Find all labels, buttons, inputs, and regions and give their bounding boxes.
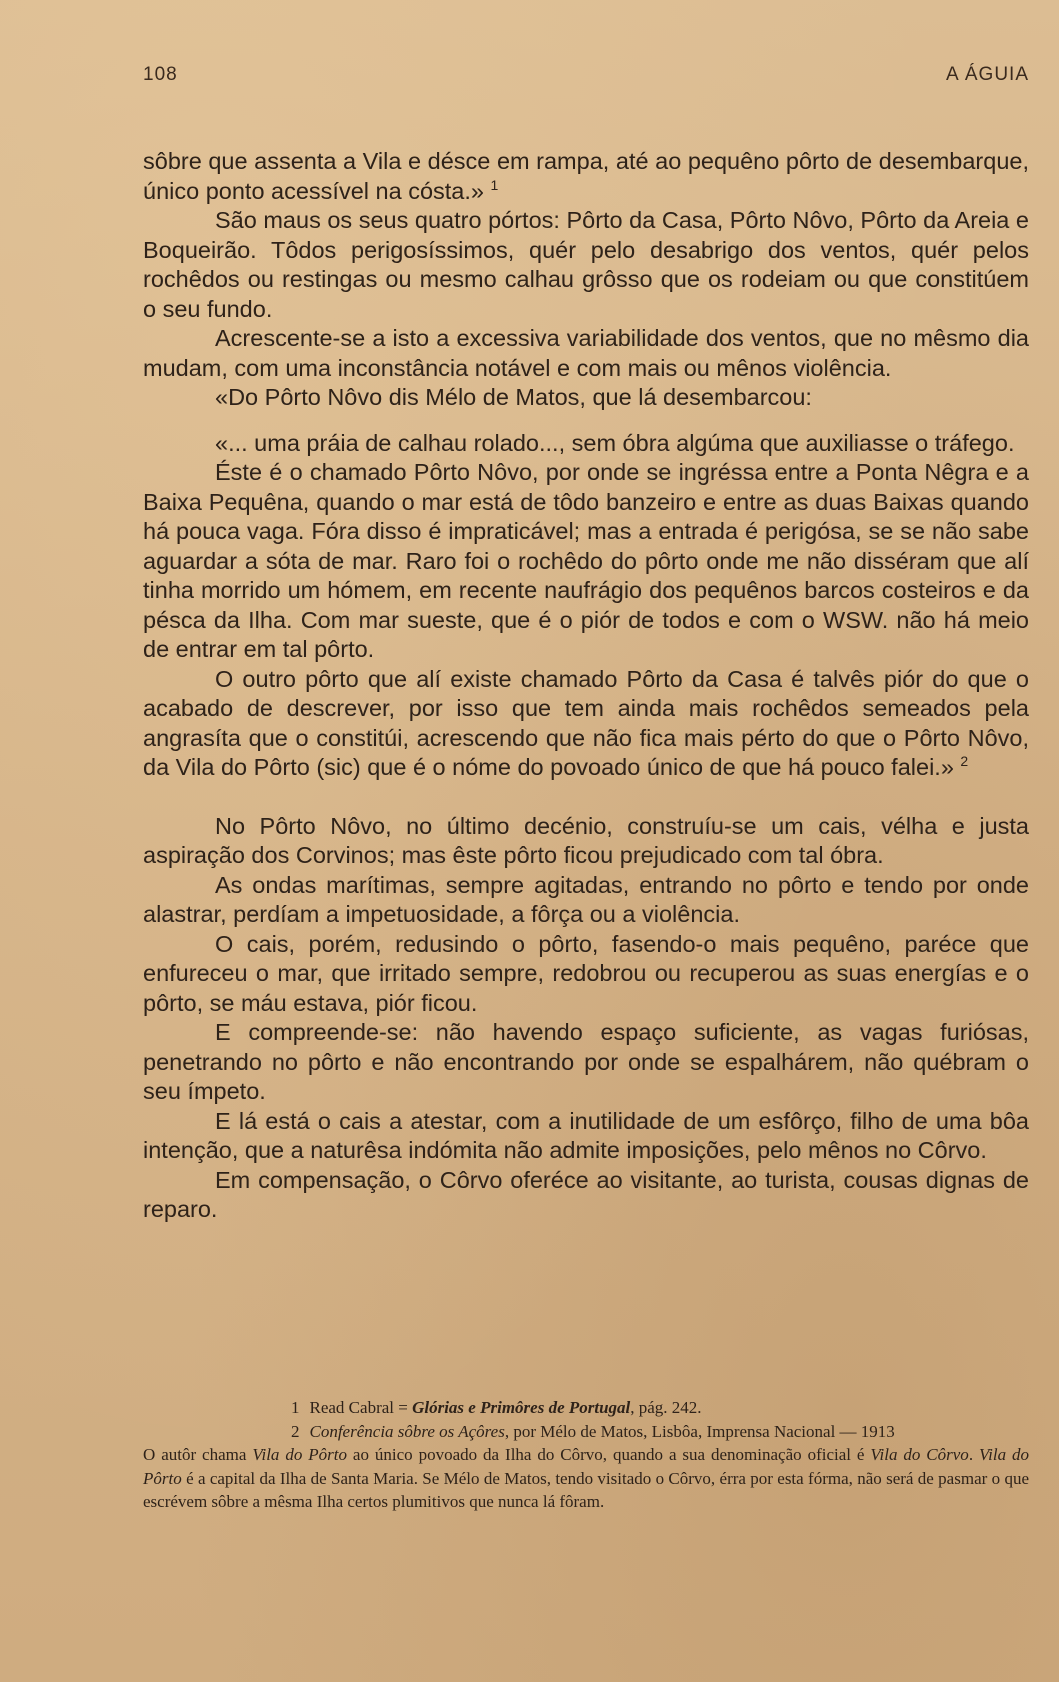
- paragraph: E lá está o cais a atestar, com a inutilidade de um esfôrço, filho de uma bôa intenção, que a naturêsa indómita não admite imposições, pelo mênos no Côrvo.: [143, 1107, 1029, 1163]
- footnote-ref: 1: [490, 176, 499, 193]
- footnote-2: 2 Conferência sôbre os Açôres, por Mélo de Matos, Lisbôa, Imprensa Nacional — 1913: [143, 1420, 1029, 1444]
- paragraph: Em compensação, o Côrvo oferéce ao visitante, ao turista, cousas dignas de reparo.: [143, 1166, 1029, 1222]
- footnote-ref: 2: [960, 753, 969, 769]
- paragraph: Éste é o chamado Pôrto Nôvo, por onde se ingréssa entre a Ponta Nêgra e a Baixa Pequêna, quando o mar está de tôdo banzeiro e entre as duas Baixas quando há pouca vaga. Fóra disso é impraticável; mas a entrada é perigósa, se se não sabe aguardar a sóta de mar. Raro foi o rochêdo do pôrto onde me não disséram que alí tinha morrido um hómem, em recente naufrágio dos pequênos barcos costeiros e da pésca da Ilha. Com mar sueste, que é o piór de todos e com o WSW. não há meio de entrar em tal pôrto.: [143, 459, 1029, 662]
- paragraph: O cais, porém, redusindo o pôrto, fasendo-o mais pequêno, paréce que enfureceu o mar, que irritado sempre, redobrou ou recuperou as suas energías e o pôrto, se máu estava, piór ficou.: [143, 930, 1029, 1016]
- paragraph: Acrescente-se a isto a excessiva variabilidade dos ventos, que no mêsmo dia mudam, com uma inconstância notável e com mais ou mênos violência.: [143, 325, 1029, 381]
- page-number: 108: [143, 64, 178, 85]
- paragraph: «Do Pôrto Nôvo dis Mélo de Matos, que lá desembarcou:: [215, 384, 812, 410]
- journal-title: A ÁGUIA: [945, 64, 1029, 85]
- paragraph: No Pôrto Nôvo, no último decénio, construíu-se um cais, vélha e justa aspiração dos Corvinos; mas êste pôrto ficou prejudicado com tal óbra.: [143, 812, 1029, 868]
- body-text: [143, 147, 1029, 1225]
- footnote-mark: 1: [291, 1398, 300, 1417]
- paragraph: sôbre que assenta a Vila e désce em rampa, até ao pequêno pôrto de desembarque, único ponto acessível na cósta.» $^1$: [143, 148, 1029, 204]
- running-head: [143, 64, 1029, 90]
- footnote-1: 1 Read Cabral = Glórias e Primôres de Portugal, pág. 242.: [143, 1396, 1029, 1420]
- paragraph: São maus os seus quatro pórtos: Pôrto da Casa, Pôrto Nôvo, Pôrto da Areia e Boqueirão. Tôdos perigosíssimos, quér pelo desabrigo dos ventos, quér pelos rochêdos ou restingas ou mesmo calhau grôsso que os rodeiam ou que constitúem o seu fundo.: [143, 207, 1029, 322]
- cited-work: Conferência sôbre os Açôres: [309, 1421, 505, 1441]
- footnotes: [143, 1396, 1029, 1514]
- footnote-mark: 2: [291, 1421, 300, 1441]
- paragraph: E compreende-se: não havendo espaço suficiente, as vagas furiósas, penetrando no pôrto e não encontrando por onde se espalhárem, não québram o seu ímpeto.: [143, 1019, 1029, 1104]
- paragraph: «... uma práia de calhau rolado..., sem óbra algúma que auxiliasse o tráfego.: [215, 429, 1015, 456]
- paragraph: O outro pôrto que alí existe chamado Pôrto da Casa é talvês piór do que o acabado de descrever, por isso que tem ainda mais rochêdos semeados pela angrasíta que o constitúi, acrescendo que não fica mais pérto do que o Pôrto Nôvo, da Vila do Pôrto (sic) que é o nóme do povoado único de que há pouco falei.» $^2$: [143, 665, 1029, 780]
- paragraph: As ondas marítimas, sempre agitadas, entrando no pôrto e tendo por onde alastrar, perdíam a impetuosidade, a fôrça ou a violência.: [143, 871, 1029, 927]
- footnote-2-continuation: O autôr chama Vila do Pôrto ao único povoado da Ilha do Côrvo, quando a sua denominação oficial é Vila do Côrvo. Vila do Pôrto é a capital da Ilha de Santa Maria. Se Mélo de Matos, tendo visitado o Côrvo, érra por esta fórma, não será de pasmar o que escrévem sôbre a mêsma Ilha certos plumitivos que nunca lá fôram.: [143, 1445, 1029, 1511]
- cited-work: Glórias e Primôres de Portugal: [412, 1398, 631, 1417]
